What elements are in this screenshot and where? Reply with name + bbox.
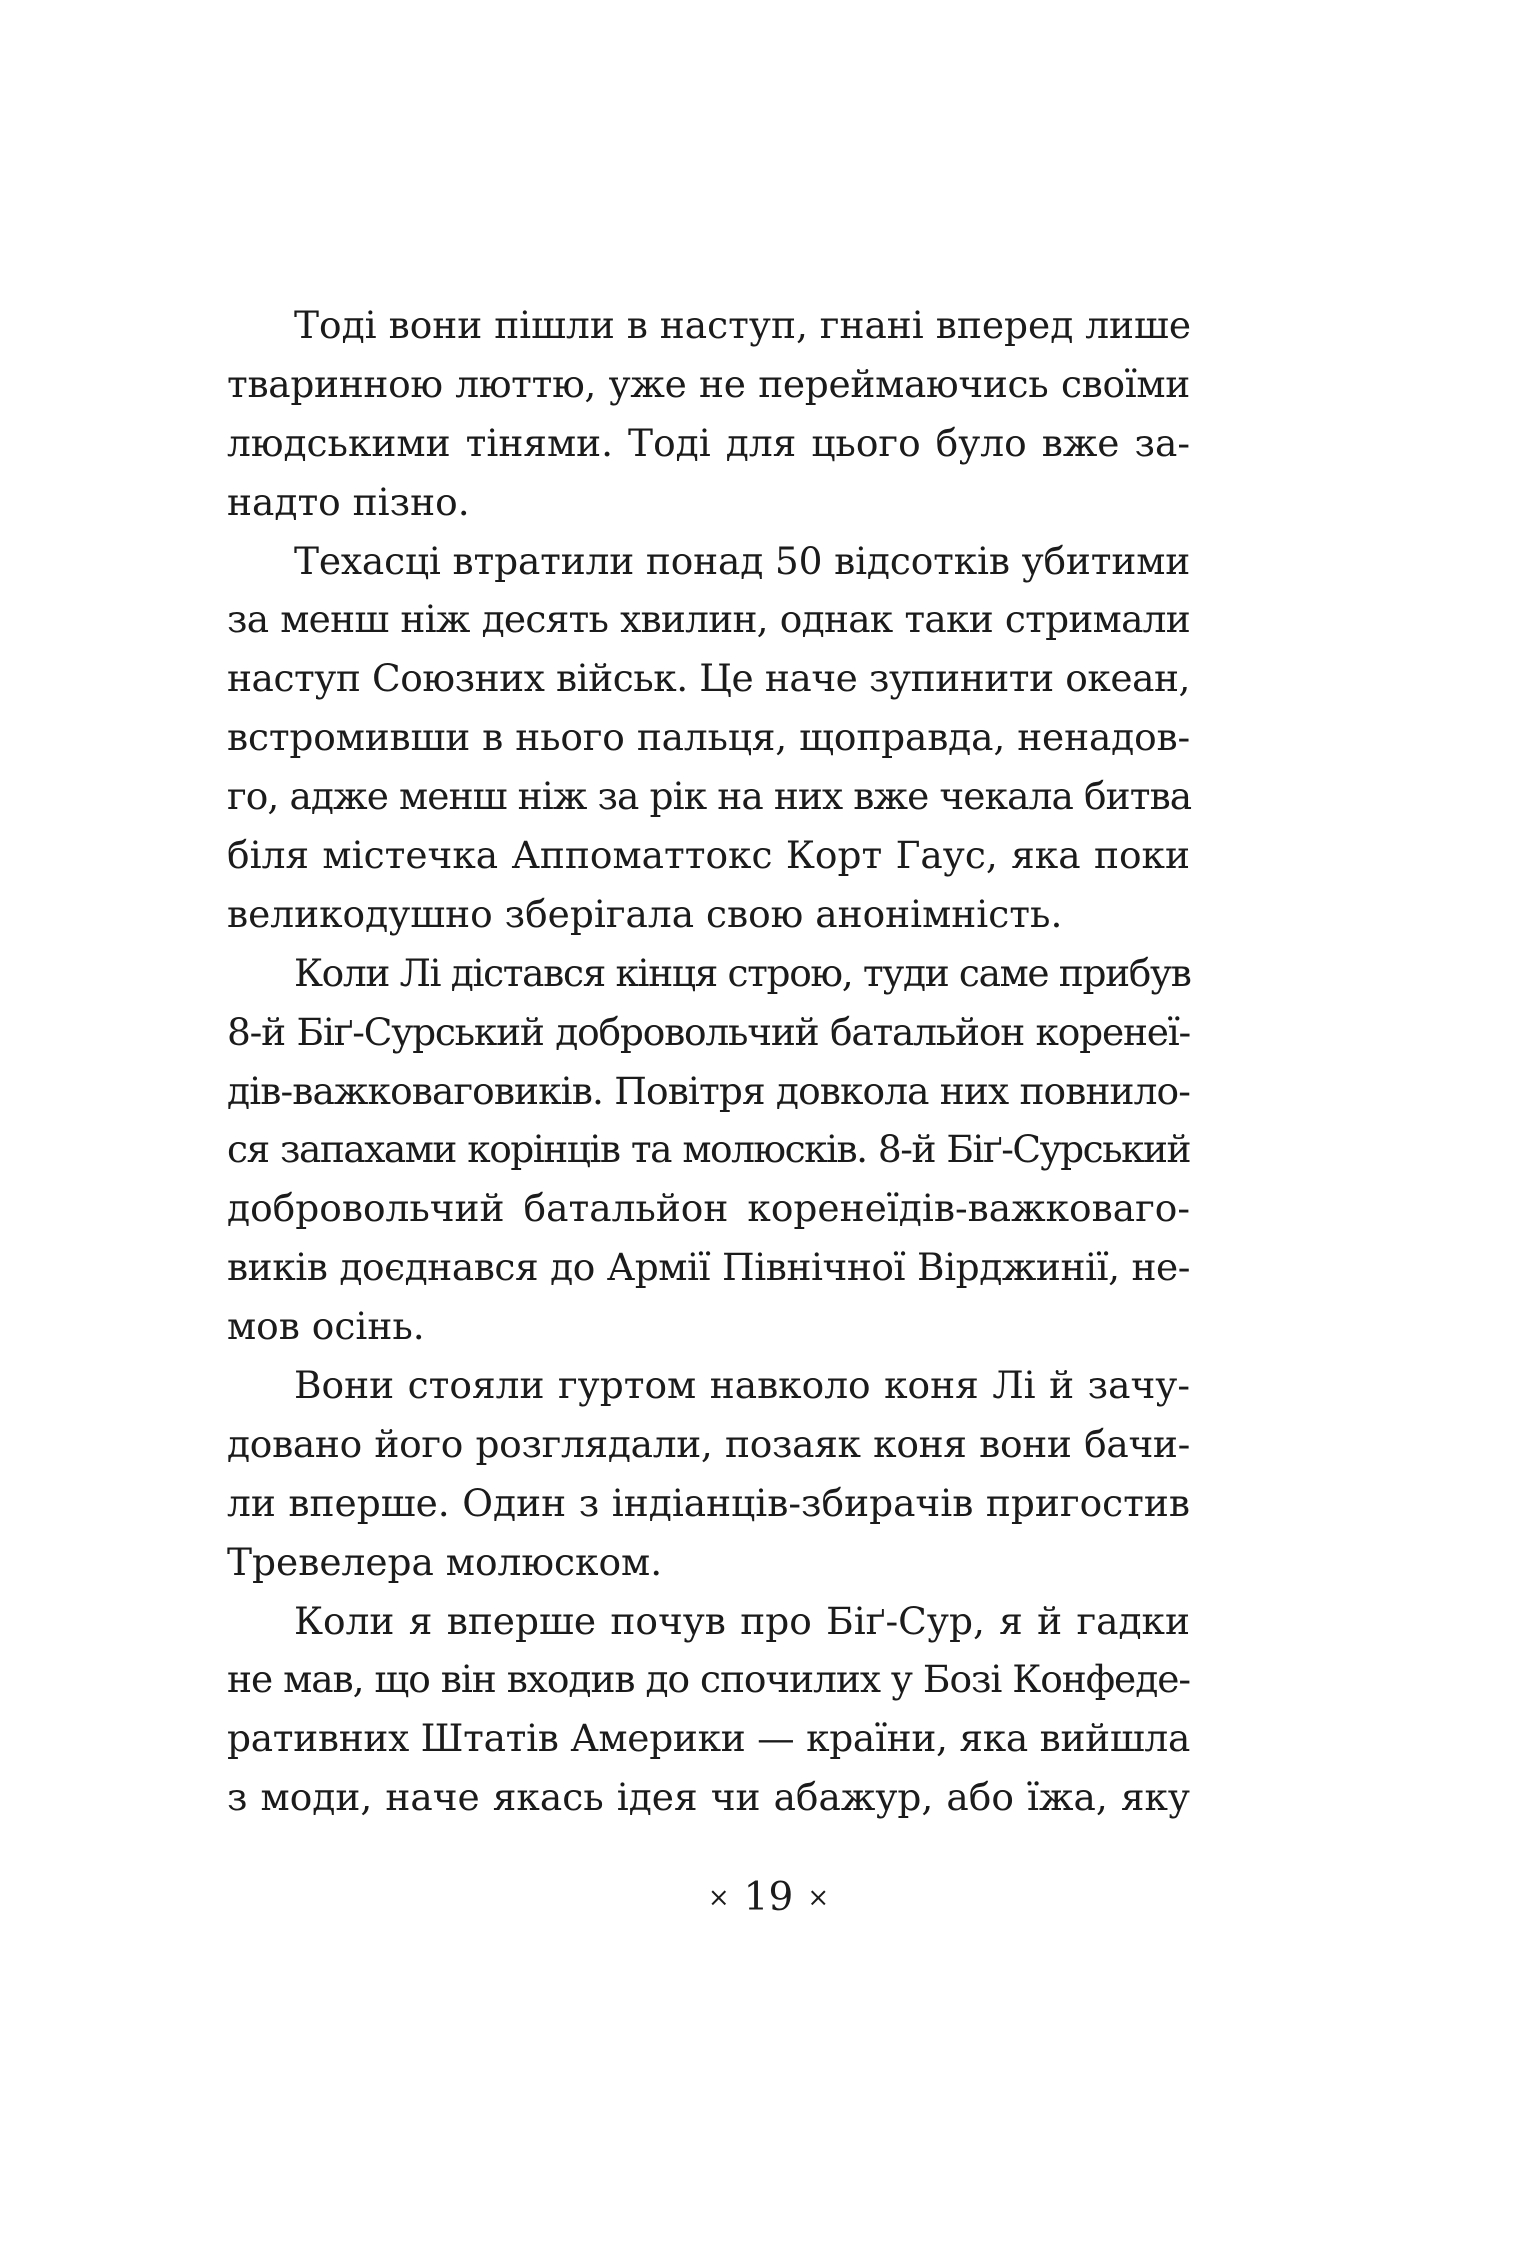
text-line: ся запахами корінців та молюсків. 8-й Біґ-Сурський	[227, 1127, 1190, 1172]
page-folio	[0, 1875, 1537, 1920]
text-line: добровольчий батальйон коренеїдів-важковаго-	[227, 1186, 1190, 1231]
text-line: тваринною люттю, уже не переймаючись своїми	[227, 361, 1190, 406]
body-text	[227, 296, 1190, 1827]
text-line: Тревелера молюском.	[227, 1539, 663, 1584]
text-line: довано його розглядали, позаяк коня вони бачи-	[227, 1421, 1190, 1466]
text-line: надто пізно.	[227, 479, 470, 524]
text-line: з моди, наче якась ідея чи абажур, або їжа, яку	[227, 1775, 1190, 1820]
text-line: Техасці втратили понад 50 відсотків убитими	[294, 538, 1191, 583]
folio-ornament-right: ×	[807, 1883, 830, 1913]
text-line: Коли Лі дістався кінця строю, туди саме прибув	[294, 950, 1191, 995]
text-line: ли вперше. Один з індіанців-збирачів пригостив	[227, 1480, 1190, 1525]
text-line: наступ Союзних військ. Це наче зупинити океан,	[227, 656, 1190, 701]
folio-ornament-left: ×	[707, 1883, 730, 1913]
paragraph	[227, 296, 1190, 532]
text-line: мов осінь.	[227, 1304, 425, 1349]
text-line: біля містечка Аппоматтокс Корт Гаус, яка поки	[227, 833, 1190, 878]
paragraph	[227, 532, 1190, 944]
text-line: не мав, що він входив до спочилих у Бозі Конфеде-	[227, 1657, 1190, 1702]
paragraph	[227, 1356, 1190, 1592]
paragraph	[227, 1592, 1190, 1828]
text-line: ративних Штатів Америки — країни, яка вийшла	[227, 1716, 1190, 1761]
text-line: великодушно зберігала свою анонімність.	[227, 891, 1063, 936]
text-line: Коли я вперше почув про Біґ-Сур, я й гадки	[294, 1598, 1190, 1643]
text-line: за менш ніж десять хвилин, однак таки стримали	[227, 597, 1190, 642]
text-line: встромивши в нього пальця, щоправда, ненадов-	[227, 715, 1190, 760]
text-line: го, адже менш ніж за рік на них вже чекала битва	[227, 774, 1192, 819]
page-number: 19	[743, 1875, 794, 1920]
text-line: виків доєднався до Армії Північної Вірджинії, не-	[227, 1245, 1190, 1290]
text-line: Тоді вони пішли в наступ, гнані вперед лише	[294, 303, 1192, 347]
paragraph	[227, 944, 1190, 1356]
text-line: людськими тінями. Тоді для цього було вже за-	[227, 420, 1190, 465]
text-line: 8-й Біґ-Сурський добровольчий батальйон коренеї-	[227, 1009, 1190, 1054]
text-line: дів-важковаговиків. Повітря довкола них повнило-	[227, 1068, 1190, 1113]
text-line: Вони стояли гуртом навколо коня Лі й зачу-	[294, 1363, 1190, 1408]
